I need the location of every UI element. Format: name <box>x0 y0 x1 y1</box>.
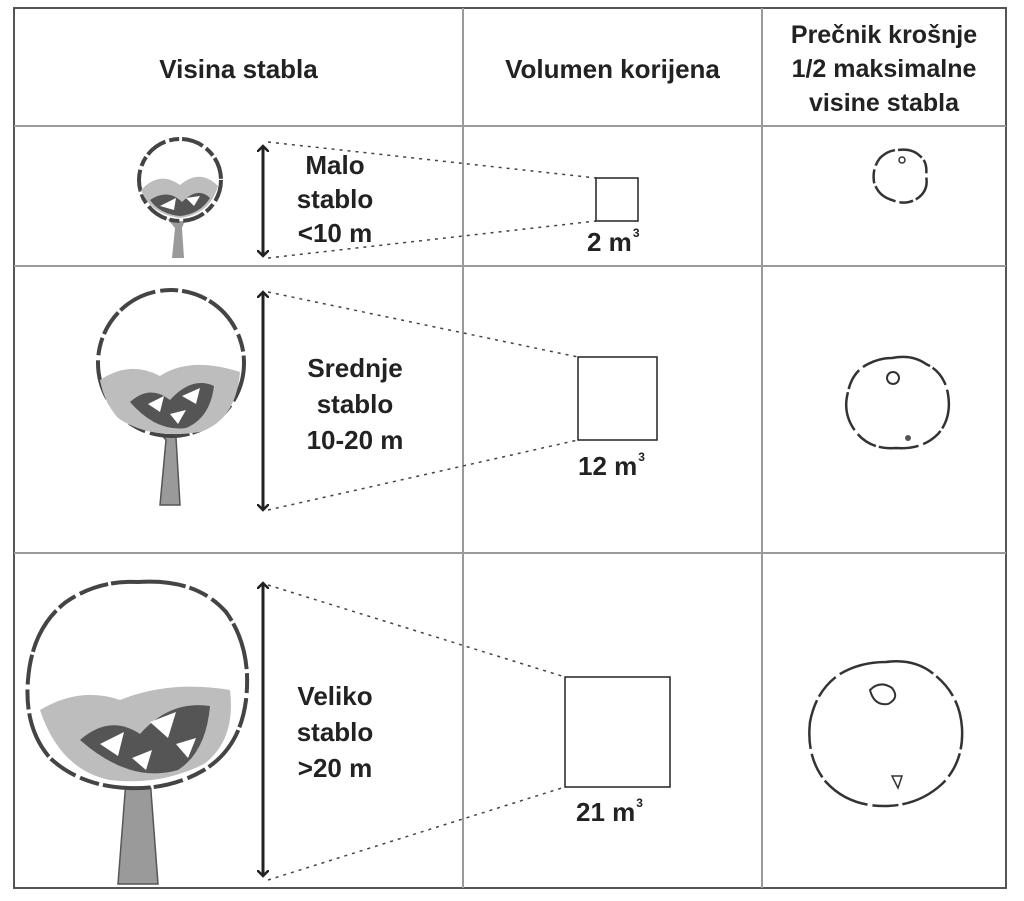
label-line: 10-20 m <box>306 425 404 455</box>
tree-size-label-medium <box>280 350 430 458</box>
label-line: >20 m <box>297 753 373 783</box>
crown-outline-icon <box>846 357 949 448</box>
label-line: <10 m <box>297 218 373 248</box>
root-volume-value <box>578 450 645 482</box>
tree-icon <box>27 582 247 884</box>
header-crown-diameter <box>762 18 1006 120</box>
header-crown-line-3: visine stabla <box>808 89 960 117</box>
volume-number: 2 m <box>587 227 632 257</box>
root-volume-value <box>576 796 643 828</box>
volume-exponent: 3 <box>636 796 643 810</box>
label-line: Srednje <box>307 353 403 383</box>
tree-size-label-small <box>280 148 390 250</box>
label-line: stablo <box>296 717 374 747</box>
header-crown-line-1: Prečnik krošnje <box>790 21 978 49</box>
root-volume-box-icon <box>596 178 638 221</box>
header-crown-line-2: 1/2 maksimalne <box>791 55 977 83</box>
tree-icon <box>139 139 221 258</box>
volume-number: 21 m <box>576 797 636 827</box>
volume-number: 12 m <box>578 451 638 481</box>
crown-outline-icon <box>809 661 962 806</box>
tree-size-label-large <box>280 678 390 786</box>
volume-exponent: 3 <box>638 450 645 464</box>
label-line: stablo <box>296 184 374 214</box>
header-root-volume: Volumen korijena <box>505 54 720 84</box>
label-line: stablo <box>316 389 394 419</box>
root-volume-box-icon <box>565 677 670 787</box>
volume-exponent: 3 <box>632 226 640 240</box>
root-volume-value <box>587 226 640 258</box>
header-tree-height: Visina stabla <box>159 54 318 84</box>
root-volume-box-icon <box>578 357 657 440</box>
tree-icon <box>98 290 244 505</box>
label-line: Veliko <box>297 681 373 711</box>
label-line: Malo <box>305 150 365 180</box>
